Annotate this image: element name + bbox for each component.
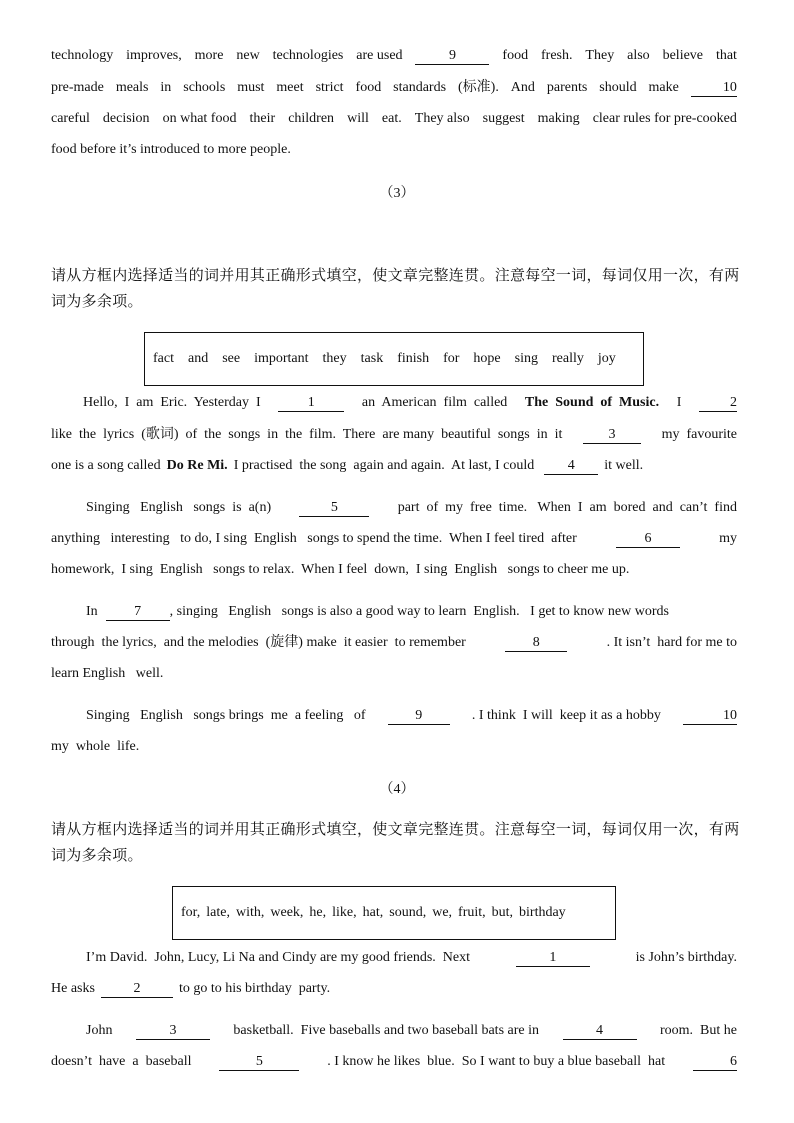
section-4-instruction: 请从方框内选择适当的词并用其正确形式填空，使文章完整连贯。注意每空一词，每词仅用一次，有两词为多余项。 — [51, 820, 740, 864]
blank-7[interactable]: 7 — [106, 603, 170, 621]
s4-p2-line-1: John 3 basketball. Five baseballs and two baseball bats are in 4 room. But he — [86, 1023, 737, 1038]
p2-line-4: food before it’s introduced to more people. — [51, 142, 291, 157]
blank-1[interactable]: 1 — [278, 394, 344, 412]
blank-9[interactable]: 9 — [415, 47, 489, 65]
s3-p2-line-1: Singing English songs is a(n) 5 part of my free time. When I am bored and can’t find — [86, 500, 737, 515]
section-3-instruction: 请从方框内选择适当的词并用其正确形式填空，使文章完整连贯。注意每空一词，每词仅用一次，有两词为多余项。 — [51, 266, 740, 310]
s3-p3-line-3: learn English well. — [51, 666, 164, 681]
s4-p1-line-1: I’m David. John, Lucy, Li Na and Cindy are my good friends. Next 1 is John’s birthday. — [86, 950, 737, 965]
blank-6[interactable]: 6 — [616, 530, 680, 548]
p2-line-2: pre-made meals in schools must meet strict food standards (标准). And parents should make 10 — [51, 80, 737, 95]
p2-line-1: technology improves, more new technologies are used 9 food fresh. They also believe that — [51, 48, 737, 63]
blank-3[interactable]: 3 — [583, 426, 641, 444]
blank-2[interactable]: 2 — [699, 394, 737, 412]
blank-s4-5[interactable]: 5 — [219, 1053, 299, 1071]
blank-10[interactable]: 10 — [691, 79, 737, 97]
p2-line-3: careful decision on what food their children will eat. They also suggest making clear rules for pre-cooked — [51, 111, 737, 126]
blank-s4-4[interactable]: 4 — [563, 1022, 637, 1040]
s3-p3-line-1: In 7 , singing English songs is also a good way to learn English. I get to know new words — [86, 604, 669, 619]
s3-p1-line-3: one is a song called Do Re Mi. I practised the song again and again. At last, I could 4 it well. — [51, 456, 737, 476]
s3-p4-line-2: my whole life. — [51, 739, 140, 754]
section-3-heading: （3） — [379, 186, 415, 201]
film-title: The Sound of Music. — [524, 395, 660, 410]
s4-p2-line-2: doesn’t have a baseball 5 . I know he likes blue. So I want to buy a blue baseball hat 6 — [51, 1054, 737, 1069]
song-title: Do Re Mi. — [166, 458, 228, 473]
s3-p1-line-2: like the lyrics (歌词) of the songs in the film. There are many beautiful songs in it 3 my favourite — [51, 427, 737, 442]
blank-4[interactable]: 4 — [544, 457, 598, 475]
s3-p3-line-2: through the lyrics, and the melodies (旋律) make it easier to remember 8 . It isn’t hard for me to — [51, 635, 737, 650]
blank-s4-2[interactable]: 2 — [101, 980, 173, 998]
word-box-3: fact and see important they task finish for hope sing really joy — [144, 332, 644, 386]
blank-9b[interactable]: 9 — [388, 707, 450, 725]
s3-p2-line-3: homework, I sing English songs to relax. When I feel down, I sing English songs to cheer me up. — [51, 562, 630, 577]
blank-5[interactable]: 5 — [299, 499, 369, 517]
blank-s4-3[interactable]: 3 — [136, 1022, 210, 1040]
s3-p2-line-2: anything interesting to do, I sing English songs to spend the time. When I feel tired after 6 my — [51, 531, 737, 546]
s3-p1-line-1: Hello, I am Eric. Yesterday I 1 an American film called The Sound of Music. I 2 — [83, 393, 737, 413]
blank-10b[interactable]: 10 — [683, 707, 737, 725]
blank-s4-1[interactable]: 1 — [516, 949, 590, 967]
blank-s4-6[interactable]: 6 — [693, 1053, 737, 1071]
section-4-heading: （4） — [379, 782, 415, 797]
s4-p1-line-2: He asks 2 to go to his birthday party. — [51, 981, 331, 996]
word-box-4: for, late, with, week, he, like, hat, sound, we, fruit, but, birthday — [172, 886, 616, 940]
s3-p4-line-1: Singing English songs brings me a feeling of 9 . I think I will keep it as a hobby 10 — [86, 708, 737, 723]
blank-8[interactable]: 8 — [505, 634, 567, 652]
